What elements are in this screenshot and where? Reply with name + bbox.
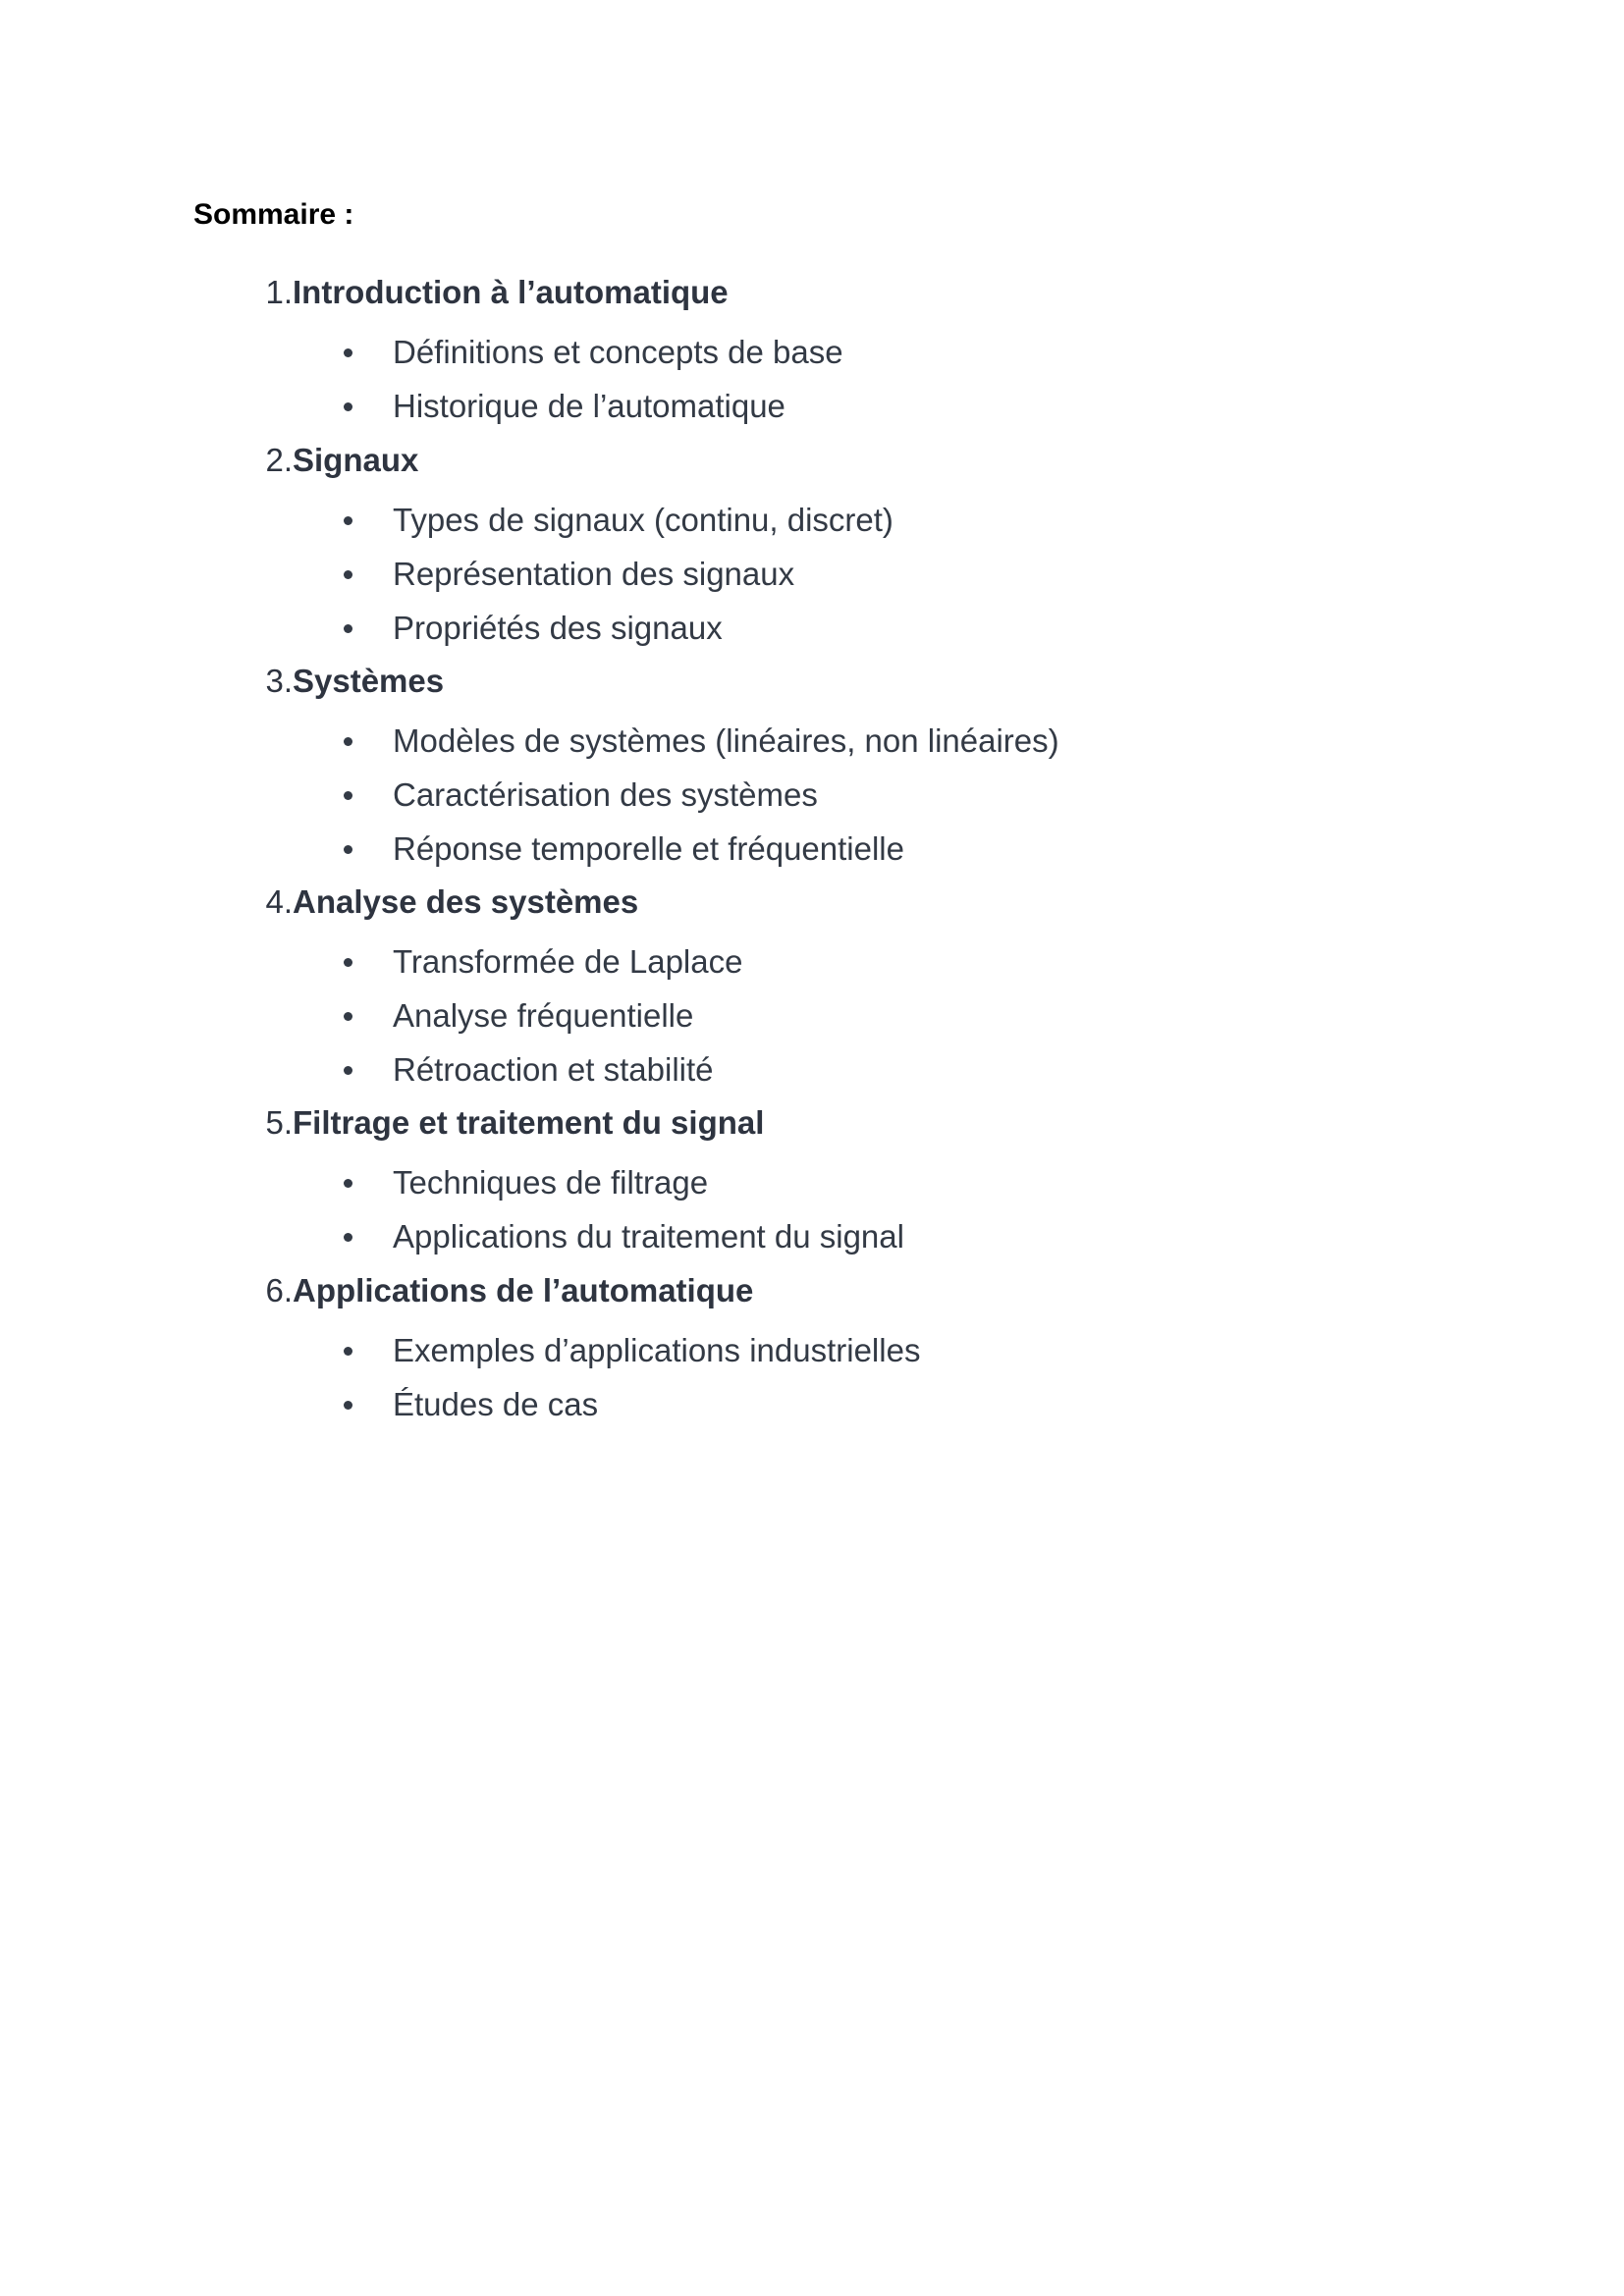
- toc-section-number: 4.: [265, 883, 293, 920]
- toc-section-number: 1.: [265, 274, 293, 310]
- toc-section-number: 5.: [265, 1104, 293, 1141]
- toc-item-label: Historique de l’automatique: [393, 388, 785, 424]
- bullet-icon: [344, 516, 352, 525]
- bullet-icon: [344, 845, 352, 854]
- bullet-icon: [344, 791, 352, 800]
- toc-section-label: Filtrage et traitement du signal: [293, 1104, 765, 1141]
- toc-section-label: Systèmes: [293, 663, 445, 699]
- toc-item-label: Techniques de filtrage: [393, 1164, 709, 1201]
- toc-section-label: Applications de l’automatique: [293, 1272, 754, 1308]
- toc-section-number: 6.: [265, 1272, 293, 1308]
- bullet-icon: [344, 1066, 352, 1075]
- toc-section-label: Signaux: [293, 442, 419, 478]
- toc-item-label: Réponse temporelle et fréquentielle: [393, 830, 904, 867]
- toc-item-label: Modèles de systèmes (linéaires, non linéaires): [393, 722, 1059, 759]
- toc-item-label: Analyse fréquentielle: [393, 997, 694, 1034]
- toc-item-label: Types de signaux (continu, discret): [393, 502, 893, 538]
- toc-section-number: 2.: [265, 442, 293, 478]
- bullet-icon: [344, 1179, 352, 1188]
- toc-item-label: Caractérisation des systèmes: [393, 776, 818, 813]
- toc-section-label: Introduction à l’automatique: [293, 274, 729, 310]
- toc-section-label: Analyse des systèmes: [293, 883, 639, 920]
- toc-item-label: Applications du traitement du signal: [393, 1218, 904, 1255]
- toc-section-number: 3.: [265, 663, 293, 699]
- toc-heading: Sommaire :: [193, 198, 354, 231]
- bullet-icon: [344, 1012, 352, 1021]
- bullet-icon: [344, 1401, 352, 1410]
- bullet-icon: [344, 737, 352, 746]
- toc-item-label: Définitions et concepts de base: [393, 334, 843, 370]
- bullet-icon: [344, 1347, 352, 1356]
- bullet-icon: [344, 624, 352, 633]
- bullet-icon: [344, 1233, 352, 1242]
- toc-item-label: Exemples d’applications industrielles: [393, 1332, 921, 1368]
- toc-item-label: Études de cas: [393, 1386, 599, 1422]
- bullet-icon: [344, 348, 352, 357]
- bullet-icon: [344, 958, 352, 967]
- bullet-icon: [344, 570, 352, 579]
- toc-item-label: Propriétés des signaux: [393, 610, 723, 646]
- bullet-icon: [344, 402, 352, 411]
- toc-item-label: Représentation des signaux: [393, 556, 795, 592]
- toc-item-label: Transformée de Laplace: [393, 943, 743, 980]
- toc-item-label: Rétroaction et stabilité: [393, 1051, 714, 1088]
